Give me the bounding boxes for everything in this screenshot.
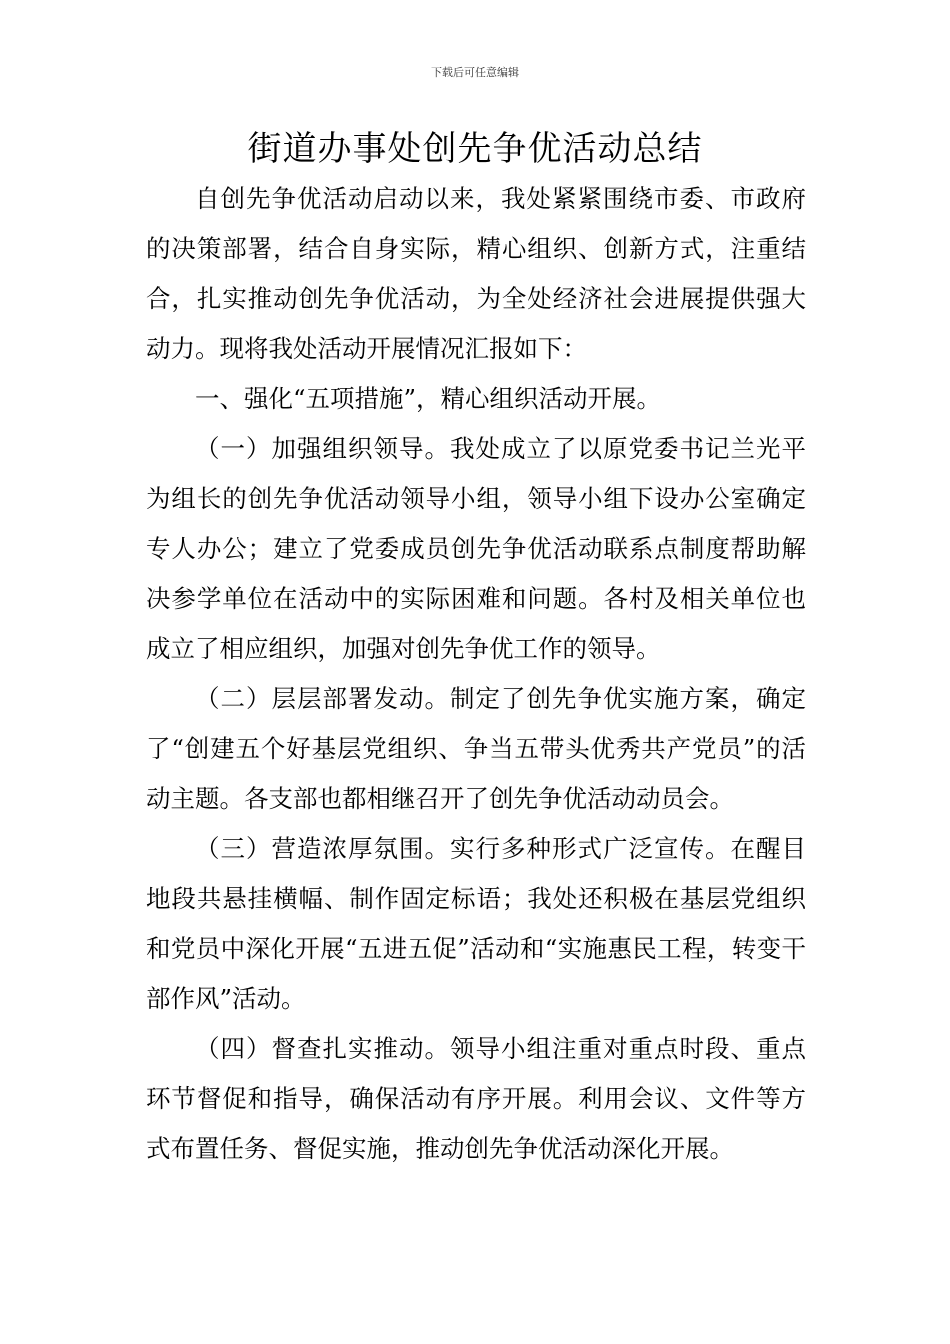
document-title: 街道办事处创先争优活动总结 (247, 129, 703, 169)
paragraph-supervision: （四）督查扎实推动。领导小组注重对重点时段、重点环节督促和指导，确保活动有序开展。利用会议、文件等方式布置任务、督促实施，推动创先争优活动深化开展。 (146, 1034, 806, 1163)
paragraph-intro: 自创先争优活动启动以来，我处紧紧围绕市委、市政府的决策部署，结合自身实际，精心组织、创新方式，注重结合，扎实推动创先争优活动，为全处经济社会进展提供强大动力。现将我处活动开展情况汇报如下： (146, 184, 806, 363)
document-body (146, 174, 806, 1174)
header-note: 下载后可任意编辑 (431, 66, 519, 79)
paragraph-atmosphere: （三）营造浓厚氛围。实行多种形式广泛宣传。在醒目地段共悬挂横幅、制作固定标语；我处还积极在基层党组织和党员中深化开展“五进五促”活动和“实施惠民工程，转变干部作风”活动。 (146, 834, 806, 1013)
paragraph-organization: （一）加强组织领导。我处成立了以原党委书记兰光平为组长的创先争优活动领导小组，领导小组下设办公室确定专人办公；建立了党委成员创先争优活动联系点制度帮助解决参学单位在活动中的实际困难和问题。各村及相关单位也成立了相应组织，加强对创先争优工作的领导。 (146, 434, 806, 663)
section-heading-1: 一、强化“五项措施”，精心组织活动开展。 (195, 384, 662, 413)
paragraph-deployment: （二）层层部署发动。制定了创先争优实施方案，确定了“创建五个好基层党组织、争当五带头优秀共产党员”的活动主题。各支部也都相继召开了创先争优活动动员会。 (146, 684, 806, 813)
